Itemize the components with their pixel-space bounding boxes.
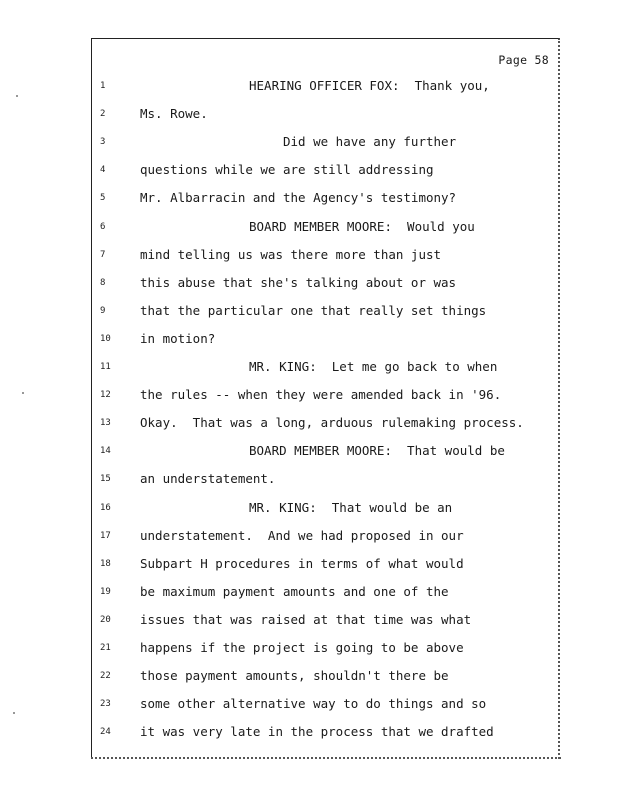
line-number: 12 [100, 390, 111, 401]
transcript-lines [92, 39, 558, 759]
line-number: 3 [100, 137, 106, 148]
line-number: 9 [100, 305, 106, 316]
line-number: 13 [100, 418, 111, 429]
transcript-line [92, 106, 558, 122]
line-text: BOARD MEMBER MOORE: Would you [249, 218, 475, 234]
line-number: 14 [100, 446, 111, 457]
line-text: it was very late in the process that we drafted [140, 724, 494, 740]
line-number: 24 [100, 727, 111, 738]
line-number: 18 [100, 558, 111, 569]
transcript-line [92, 528, 558, 544]
transcript-page [91, 38, 560, 759]
line-number: 2 [100, 109, 106, 120]
line-text: issues that was raised at that time was what [140, 611, 472, 627]
line-text: Subpart H procedures in terms of what would [140, 555, 464, 571]
transcript-line [92, 78, 558, 94]
page-number: Page 58 [498, 53, 549, 67]
transcript-line [92, 724, 558, 740]
line-text: MR. KING: That would be an [249, 499, 453, 515]
line-number: 1 [100, 81, 106, 91]
line-text: BOARD MEMBER MOORE: That would be [249, 443, 505, 459]
transcript-line [92, 556, 558, 572]
line-number: 8 [100, 277, 106, 288]
line-text: questions while we are still addressing [140, 162, 434, 178]
transcript-line [92, 500, 558, 516]
line-text: be maximum payment amounts and one of the [140, 583, 449, 599]
line-text: that the particular one that really set things [140, 302, 487, 318]
line-text: an understatement. [140, 471, 276, 487]
transcript-line [92, 668, 558, 684]
transcript-line [92, 415, 558, 431]
transcript-line [92, 190, 558, 206]
scan-speck [22, 392, 24, 394]
line-number: 17 [100, 530, 111, 541]
transcript-line [92, 247, 558, 263]
line-text: HEARING OFFICER FOX: Thank you, [249, 78, 490, 93]
transcript-line [92, 640, 558, 656]
scan-speck [16, 95, 18, 97]
transcript-line [92, 219, 558, 235]
line-text: MR. KING: Let me go back to when [249, 359, 498, 374]
line-number: 19 [100, 586, 111, 597]
line-text: some other alternative way to do things and so [140, 696, 487, 712]
transcript-line [92, 134, 558, 150]
transcript-line [92, 359, 558, 375]
line-text: understatement. And we had proposed in our [140, 527, 464, 543]
line-text: in motion? [140, 330, 216, 346]
transcript-line [92, 275, 558, 291]
line-text: Okay. That was a long, arduous rulemaking process. [140, 415, 524, 431]
transcript-line [92, 612, 558, 628]
line-number: 21 [100, 643, 111, 653]
line-text: Mr. Albarracin and the Agency's testimony? [140, 190, 457, 206]
transcript-line [92, 443, 558, 459]
line-number: 11 [100, 362, 111, 372]
line-number: 16 [100, 502, 111, 513]
line-number: 20 [100, 614, 111, 625]
line-number: 22 [100, 671, 111, 682]
line-number: 6 [100, 221, 106, 232]
line-number: 4 [100, 165, 106, 176]
transcript-line [92, 331, 558, 347]
transcript-line [92, 471, 558, 487]
line-text: mind telling us was there more than just [140, 246, 442, 262]
transcript-line [92, 387, 558, 403]
page-bottom-edge [91, 757, 561, 759]
transcript-line [92, 696, 558, 712]
line-text: those payment amounts, shouldn't there be [140, 668, 449, 684]
transcript-line [92, 162, 558, 178]
line-number: 7 [100, 249, 106, 260]
line-number: 15 [100, 474, 111, 485]
line-text: happens if the project is going to be above [140, 640, 464, 655]
line-text: this abuse that she's talking about or was [140, 274, 457, 290]
scan-speck [13, 712, 15, 714]
line-text: Ms. Rowe. [140, 106, 208, 122]
transcript-line [92, 584, 558, 600]
line-text: the rules -- when they were amended back in '96. [140, 387, 502, 403]
line-number: 23 [100, 699, 111, 710]
line-text: Did we have any further [283, 134, 457, 150]
line-number: 5 [100, 193, 106, 204]
line-number: 10 [100, 333, 111, 344]
transcript-line [92, 303, 558, 319]
